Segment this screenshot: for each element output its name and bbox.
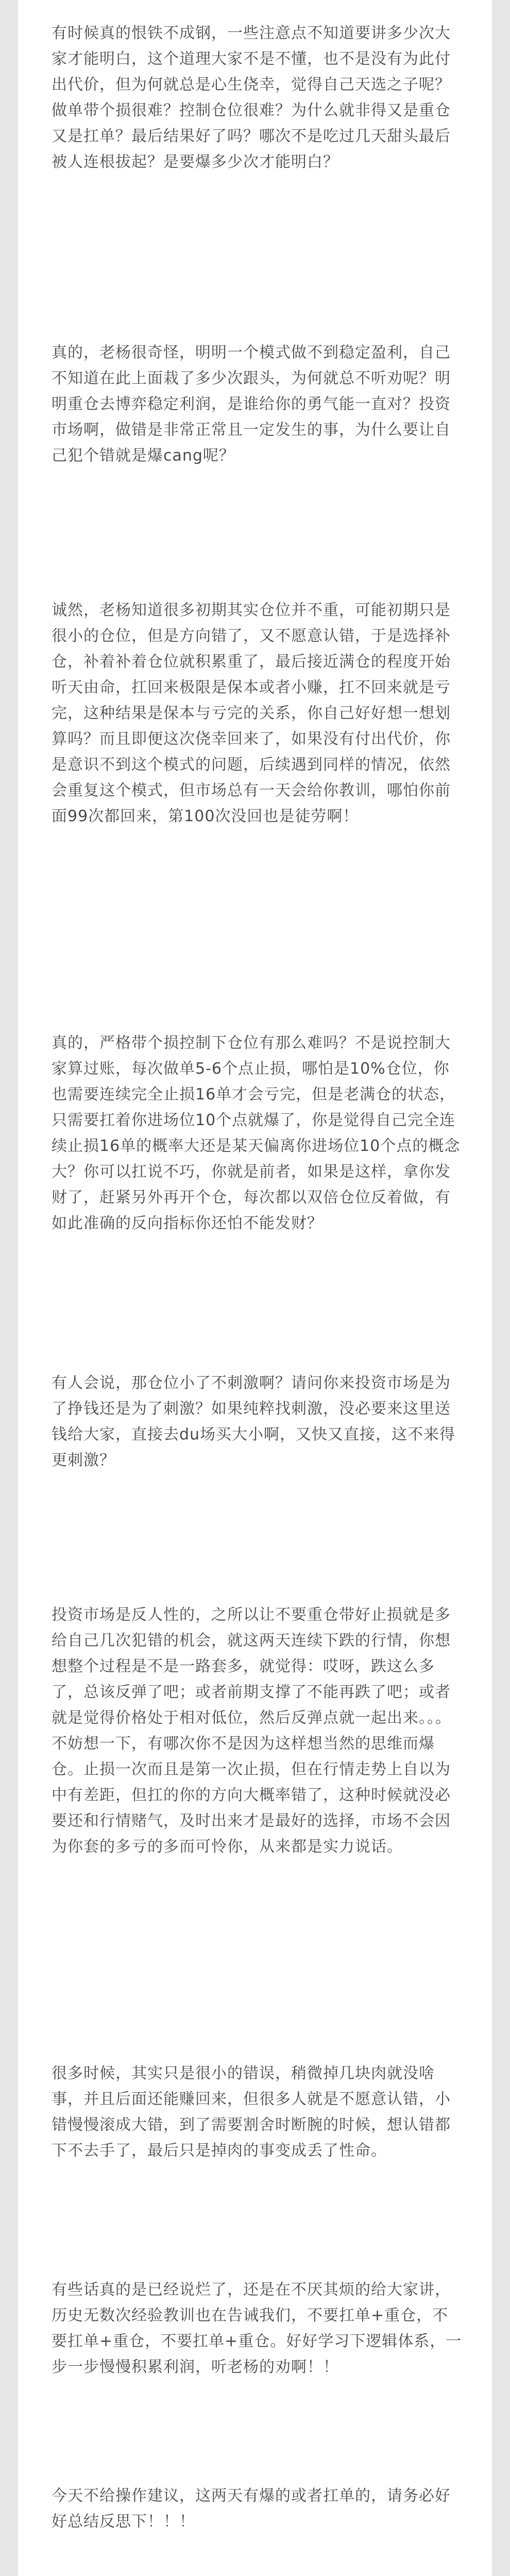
paragraph-6: 投资市场是反人性的，之所以让不要重仓带好止损就是多给自己几次犯错的机会，就这两天连续下跌的行情，你想想整个过程是不是一路套多，就觉得：哎呀，跌这么多了，总该反弹了吧；或者前期支撑了不能再跌了吧；或者就是觉得价格处于相对低位，然后反弹点就一起出来。。。不妨想一下，有哪次你不是因为这样想当然的思维而爆仓。止损一次而且是第一次止损，但在行情走势上自以为中有差距，但扛的你的方向大概率错了，这种时候就没必要还和行情赌气，及时出来才是最好的选择，市场不会因为你套的多亏的多而可怜你，从来都是实力说话。: [52, 1606, 451, 1856]
paragraph-5: 有人会说，那仓位小了不刺激啊？请问你来投资市场是为了挣钱还是为了刺激？如果纯粹找刺激，没必要来这里送钱给大家，直接去du场买大小啊，又快又直接，这不来得更刺激？: [52, 1374, 456, 1469]
article-card: [18, 0, 492, 2576]
paragraph-7: 很多时候，其实只是很小的错误，稍微掉几块肉就没啥事，并且后面还能赚回来，但很多人就是不愿意认错，小错慢慢滚成大错，到了需要割舍时断腕的时候，想认错都下不去手了，最后只是掉肉的事变成丢了性命。: [52, 2064, 451, 2160]
paragraph-2: 真的，老杨很奇怪，明明一个模式做不到稳定盈利，自己不知道在此上面栽了多少次跟头，为何就总不听劝呢？明明重仓去博弈稳定利润，是谁给你的勇气能一直对？投资市场啊，做错是非常正常且一定发生的事，为什么要让自己犯个错就是爆cang呢？: [52, 344, 451, 465]
paragraph-8: 有些话真的是已经说烂了，还是在不厌其烦的给大家讲，历史无数次经验教训也在告诫我们，不要扛单+重仓，不要扛单+重仓，不要扛单+重仓。好好学习下逻辑体系，一步一步慢慢积累利润，听老杨的劝啊！！: [52, 2281, 462, 2376]
paragraph-1: 有时候真的恨铁不成钢，一些注意点不知道要讲多少次大家才能明白，这个道理大家不是不懂，也不是没有为此付出代价，但为何就总是心生侥幸，觉得自己天选之子呢？做单带个损很难？控制仓位很难？为什么就非得又是重仓又是扛单？最后结果好了吗？哪次不是吃过几天甜头最后被人连根拔起？是要爆多少次才能明白？: [52, 24, 451, 171]
paragraph-4: 真的，严格带个损控制下仓位有那么难吗？不是说控制大家算过账，每次做单5-6个点止损，哪怕是10%仓位，你也需要连续完全止损16单才会亏完，但是老满仓的状态，只需要扛着你进场位10个点就爆了，你是觉得自己完全连续止损16单的概率大还是某天偏离你进场位10个点的概念大？你可以扛说不巧，你就是前者，如果是这样，拿你发财了，赶紧另外再开个仓，每次都以双倍仓位反着做，有如此准确的反向指标你还怕不能发财？: [52, 1034, 461, 1232]
paragraph-3: 诚然，老杨知道很多初期其实仓位并不重，可能初期只是很小的仓位，但是方向错了，又不愿意认错，于是选择补仓，补着补着仓位就积累重了，最后接近满仓的程度开始听天由命，扛回来极限是保本或者小赚，扛不回来就是亏完，这种结果是保本与亏完的关系，你自己好好想一想划算吗？而且即便这次侥幸回来了，如果没有付出代价，你是意识不到这个模式的问题，后续遇到同样的情况，依然会重复这个模式，但市场总有一天会给你教训，哪怕你前面99次都回来，第100次没回也是徒劳啊！: [52, 601, 451, 825]
paragraph-9: 今天不给操作建议，这两天有爆的或者扛单的，请务必好好总结反思下！！！: [52, 2487, 451, 2531]
